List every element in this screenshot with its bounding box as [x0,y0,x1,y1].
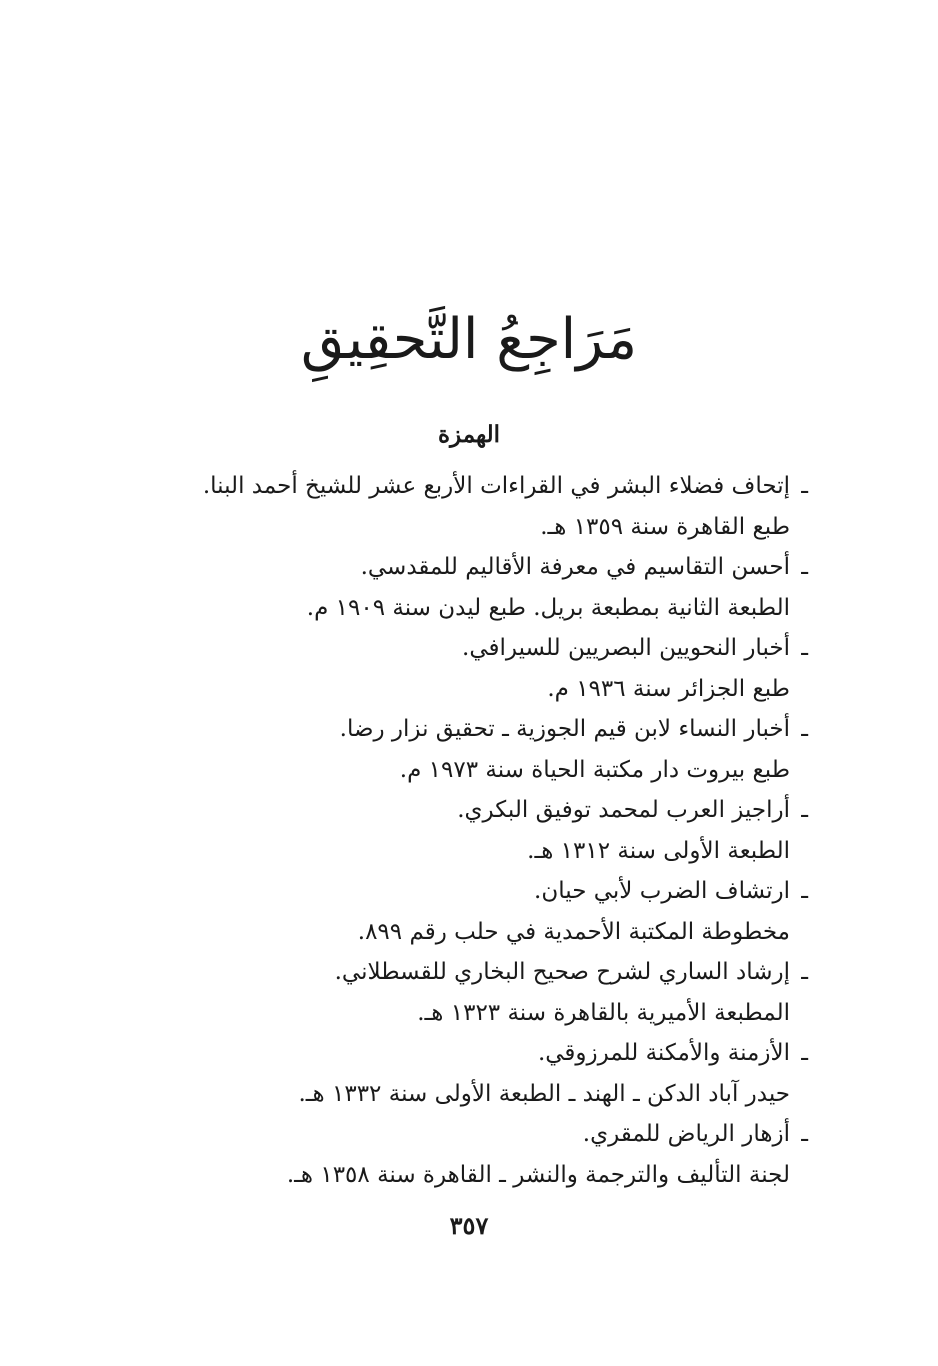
reference-title: ـ أخبار النساء لابن قيم الجوزية ـ تحقيق نزار رضا. [148,709,808,750]
reference-detail: لجنة التأليف والترجمة والنشر ـ القاهرة سنة ١٣٥٨ هـ. [286,1161,790,1188]
reference-title: ـ الأزمنة والأمكنة للمرزوقي. [148,1033,808,1074]
page-number: ٣٥٧ [449,1211,489,1240]
reference-entry [148,1114,808,1195]
reference-title: ـ أراجيز العرب لمحمد توفيق البكري. [148,790,808,831]
reference-detail: طبع الجزائر سنة ١٩٣٦ م. [547,675,790,702]
reference-title: ـ أحسن التقاسيم في معرفة الأقاليم للمقدسي. [148,547,808,588]
page-title: مَرَاجِعُ التَّحقِيقِ [300,307,638,372]
reference-title: ـ ارتشاف الضرب لأبي حيان. [148,871,808,912]
reference-detail: حيدر آباد الدكن ـ الهند ـ الطبعة الأولى سنة ١٣٣٢ هـ. [298,1080,790,1107]
reference-entry [148,1033,808,1114]
reference-title: ـ أخبار النحويين البصريين للسيرافي. [148,628,808,669]
reference-detail: الطبعة الأولى سنة ١٣١٢ هـ. [527,837,790,864]
reference-entry [148,709,808,790]
reference-entry [148,871,808,952]
reference-title: ـ أزهار الرياض للمقري. [148,1114,808,1155]
reference-detail: طبع القاهرة سنة ١٣٥٩ هـ. [540,513,790,540]
reference-title: ـ إتحاف فضلاء البشر في القراءات الأربع عشر للشيخ أحمد البنا. [148,466,808,507]
reference-title: ـ إرشاد الساري لشرح صحيح البخاري للقسطلاني. [148,952,808,993]
reference-entry [148,790,808,871]
reference-entry [148,628,808,709]
reference-entry [148,952,808,1033]
section-heading: الهمزة [437,421,501,448]
reference-entry [148,547,808,628]
reference-detail: الطبعة الثانية بمطبعة بريل. طبع ليدن سنة ١٩٠٩ م. [306,594,790,621]
reference-list [148,466,808,1195]
reference-detail: المطبعة الأميرية بالقاهرة سنة ١٣٢٣ هـ. [417,999,790,1026]
reference-detail: طبع بيروت دار مكتبة الحياة سنة ١٩٧٣ م. [399,756,790,783]
reference-detail: مخطوطة المكتبة الأحمدية في حلب رقم ٨٩٩. [357,918,790,945]
reference-entry [148,466,808,547]
